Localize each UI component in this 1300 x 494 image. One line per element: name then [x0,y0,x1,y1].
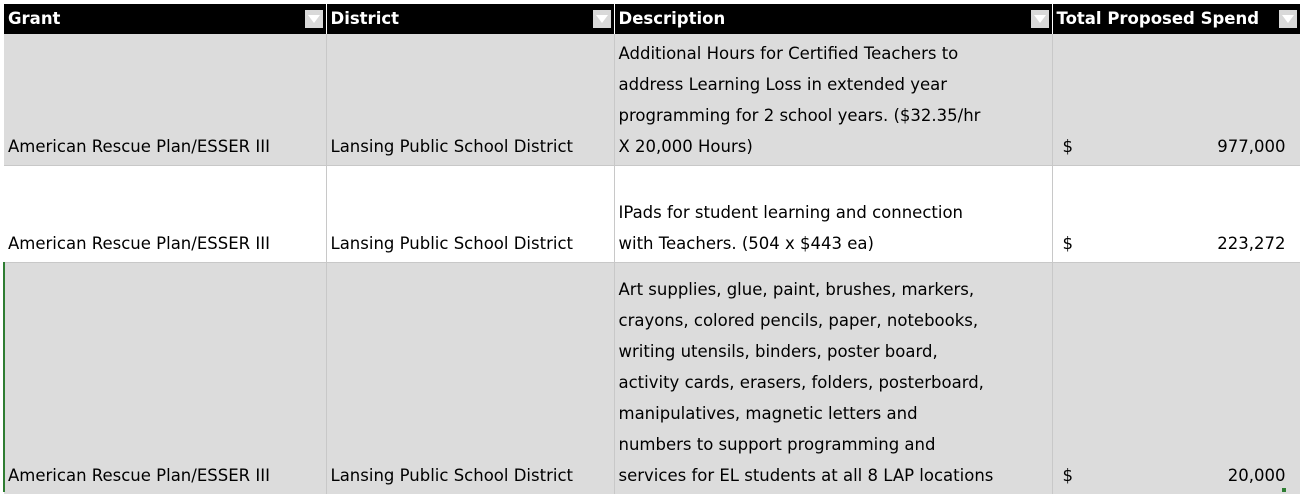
header-row [4,4,1300,34]
cell-grant[interactable]: American Rescue Plan/ESSER III [4,263,326,494]
description-line: manipulatives, magnetic letters and [619,398,1048,429]
description-line: services for EL students at all 8 LAP locations [619,460,1048,491]
cell-total-spend[interactable] [1052,263,1300,494]
description-line: activity cards, erasers, folders, posterboard, [619,367,1048,398]
header-description[interactable] [614,4,1052,34]
table-row [4,34,1300,166]
amount-value: 20,000 [1228,460,1286,491]
cell-district[interactable]: Lansing Public School District [326,166,614,263]
header-total-proposed-spend[interactable] [1052,4,1300,34]
fill-handle[interactable] [1282,488,1286,492]
description-line: with Teachers. (504 x $443 ea) [619,228,1048,259]
description-line: crayons, colored pencils, paper, notebooks, [619,305,1048,336]
description-line: X 20,000 Hours) [619,131,1048,162]
amount-value: 977,000 [1217,131,1285,162]
cell-description[interactable] [614,263,1052,494]
description-line: writing utensils, binders, poster board, [619,336,1048,367]
cell-description[interactable] [614,166,1052,263]
filter-dropdown-icon[interactable] [593,10,611,28]
grant-table [4,4,1300,494]
currency-symbol: $ [1063,228,1074,259]
cell-grant[interactable]: American Rescue Plan/ESSER III [4,34,326,166]
header-grant[interactable] [4,4,326,34]
cell-total-spend[interactable] [1052,34,1300,166]
description-line: Art supplies, glue, paint, brushes, markers, [619,274,1048,305]
description-line: IPads for student learning and connection [619,197,1048,228]
header-grant-label: Grant [8,4,60,34]
currency-symbol: $ [1063,131,1074,162]
amount-value: 223,272 [1217,228,1285,259]
header-description-label: Description [619,4,726,34]
description-line: programming for 2 school years. ($32.35/hr [619,100,1048,131]
table-row [4,166,1300,263]
cell-district[interactable]: Lansing Public School District [326,263,614,494]
cell-description[interactable] [614,34,1052,166]
header-district-label: District [331,4,400,34]
currency-symbol: $ [1063,460,1074,491]
description-line: Additional Hours for Certified Teachers to [619,38,1048,69]
header-district[interactable] [326,4,614,34]
filter-dropdown-icon[interactable] [1031,10,1049,28]
cell-grant[interactable]: American Rescue Plan/ESSER III [4,166,326,263]
filter-dropdown-icon[interactable] [305,10,323,28]
description-line: numbers to support programming and [619,429,1048,460]
filter-dropdown-icon[interactable] [1279,10,1297,28]
description-line: address Learning Loss in extended year [619,69,1048,100]
selection-border [3,262,5,492]
table-row [4,263,1300,494]
header-total-label: Total Proposed Spend [1057,4,1260,34]
cell-total-spend[interactable] [1052,166,1300,263]
cell-district[interactable]: Lansing Public School District [326,34,614,166]
